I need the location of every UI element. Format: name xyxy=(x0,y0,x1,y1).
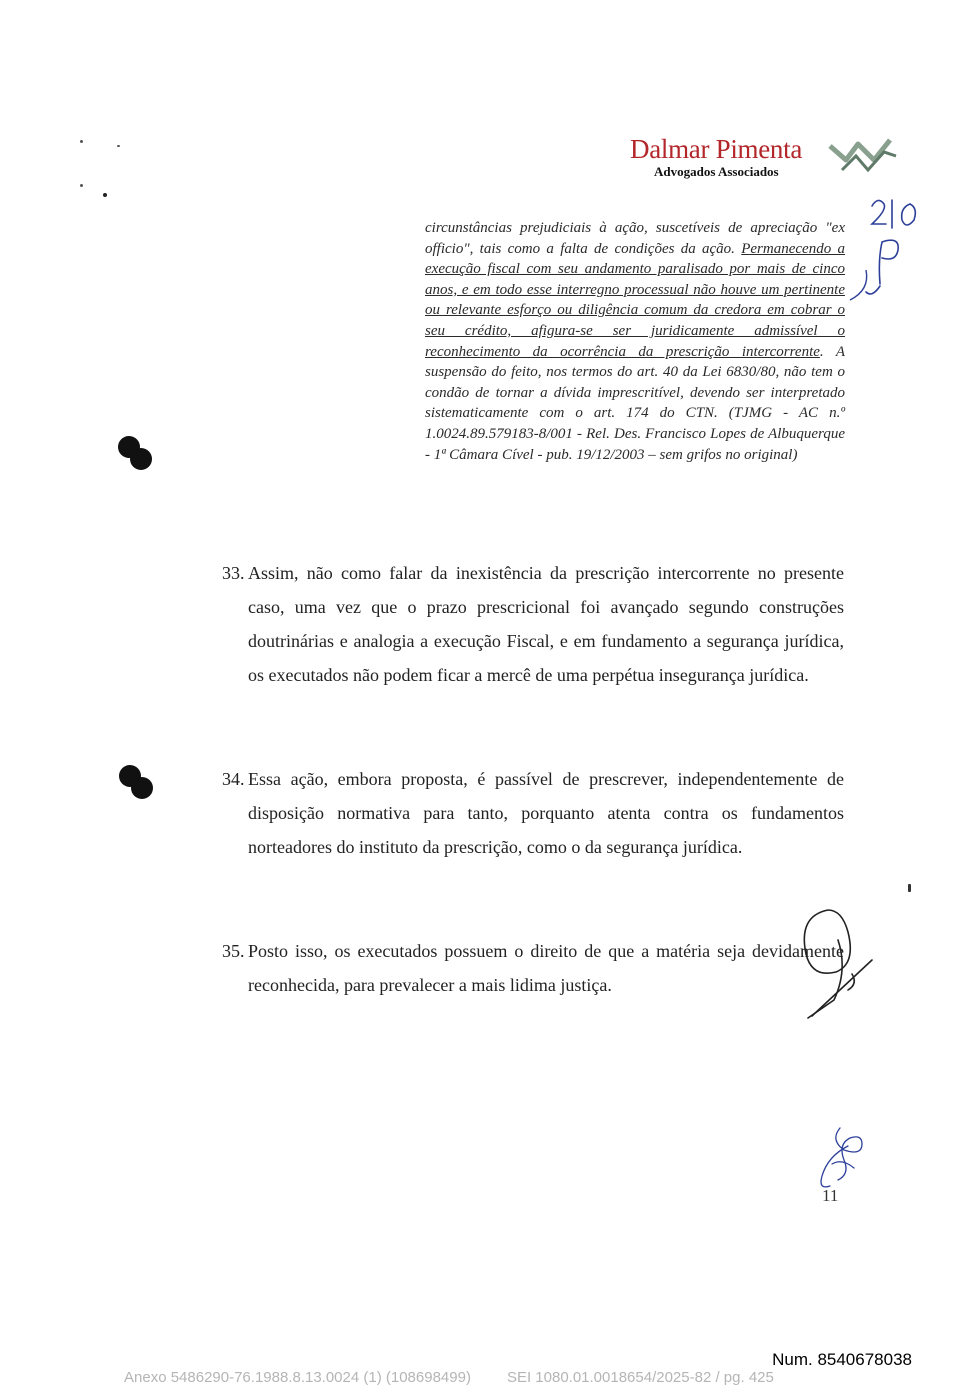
paragraph-35 xyxy=(222,934,844,1002)
paragraph-number: 34. xyxy=(222,769,245,789)
quote-underlined-text: Permanecendo a execução fiscal com seu andamento paralisado por mais de cinco anos, e em todo esse interregno processual não houve um pertinente ou relevante esforço ou diligência comum da credora em cobrar o seu crédito, afigura-se ser juridicamente admissível o reconhecimento da ocorrência da prescrição intercorrente xyxy=(425,240,845,360)
paragraph-33 xyxy=(222,556,844,692)
signature-icon xyxy=(778,900,878,1024)
paragraph-number: 35. xyxy=(222,941,245,961)
scan-speck xyxy=(103,193,107,197)
punch-hole-icon xyxy=(116,762,156,802)
initials-icon xyxy=(812,1124,872,1200)
paragraph-number: 33. xyxy=(222,563,245,583)
footer-annex: Anexo 5486290-76.1988.8.13.0024 (1) (108698499) xyxy=(124,1369,471,1386)
footer-sei: SEI 1080.01.0018654/2025-82 / pg. 425 xyxy=(506,1369,774,1386)
firm-subtitle: Advogados Associados xyxy=(654,164,779,179)
document-number-stamp: Num. 8540678038 xyxy=(772,1350,912,1369)
folio-ink-icon xyxy=(862,192,932,302)
firm-name: Dalmar Pimenta xyxy=(630,134,802,164)
letterhead xyxy=(620,130,910,190)
page-number: 11 xyxy=(822,1186,839,1205)
scan-speck xyxy=(117,145,120,147)
scan-speck xyxy=(908,884,911,892)
firm-logo-icon xyxy=(828,130,898,176)
scan-speck xyxy=(80,184,83,187)
footer-reference xyxy=(124,1369,810,1386)
paragraph-text: Posto isso, os executados possuem o direito de que a matéria seja devidamente reconhecida, para prevalecer a mais lidima justiça. xyxy=(248,941,844,995)
quote-text: . A suspensão do feito, nos termos do art. 40 da Lei 6830/80, não tem o condão de tornar a dívida imprescritível, devendo ser interpretado sistematicamente com o art. 174 do CTN. (TJMG - AC n.º 1.0024.89.579183-8/001 - Rel. Des. Francisco Lopes de Albuquerque - 1ª Câmara Cível - pub. 19/12/2003 – sem grifos no original) xyxy=(425,343,845,463)
paragraph-34 xyxy=(222,762,844,864)
handwritten-folio xyxy=(862,192,932,302)
citation-quote xyxy=(425,218,845,465)
paragraph-text: Essa ação, embora proposta, é passível de prescrever, independentemente de disposição normativa para tanto, porquanto atenta contra os fundamentos norteadores do instituto da prescrição, como o da segurança jurídica. xyxy=(248,769,844,857)
margin-bracket-icon xyxy=(848,268,872,304)
punch-hole-icon xyxy=(115,433,155,473)
scan-speck xyxy=(80,140,83,143)
quote-text: circunstâncias prejudiciais à ação, suscetíveis de apreciação "ex officio", tais como a falta de condições da ação. xyxy=(425,220,845,257)
paragraph-text: Assim, não como falar da inexistência da prescrição intercorrente no presente caso, uma vez que o prazo prescricional foi avançado segundo construções doutrinárias e analogia a execução Fiscal, e em fundamento a segurança jurídica, os executados não podem ficar a mercê de uma perpétua insegurança jurídica. xyxy=(248,563,844,685)
